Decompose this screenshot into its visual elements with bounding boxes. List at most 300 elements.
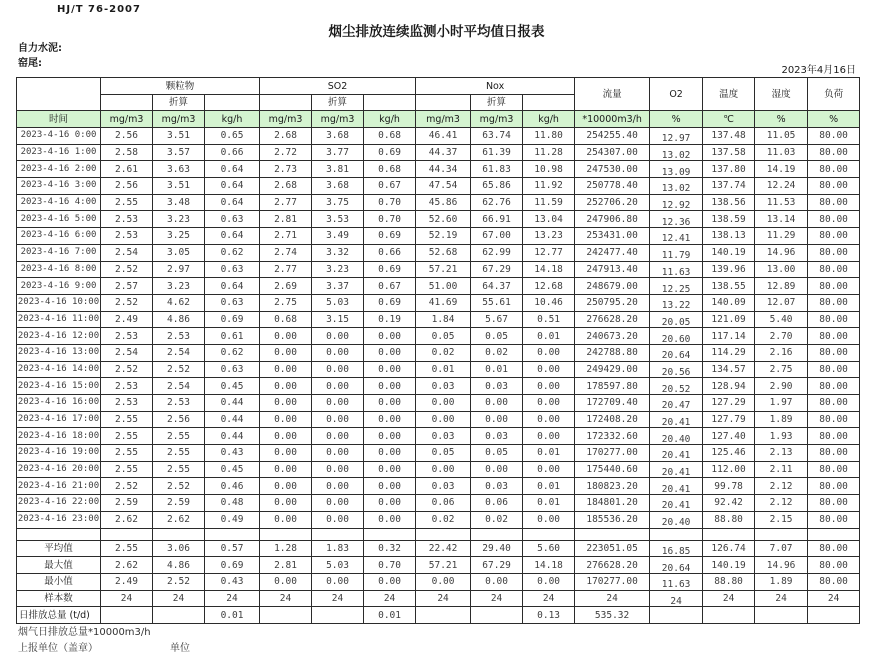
value-cell: 10.46 [523,294,575,311]
value-cell: 0.69 [364,228,416,245]
value-cell: 1.84 [416,311,471,328]
value-cell: 0.00 [312,511,364,528]
value-cell: 2.70 [755,328,808,345]
empty-cell [205,95,260,111]
value-cell: 0.00 [312,361,364,378]
value-cell: 0.00 [260,361,312,378]
value-cell: 0.00 [312,445,364,462]
value-cell: 2.15 [755,511,808,528]
value-cell: 170277.00 [575,573,650,590]
value-cell: 24 [650,590,703,607]
value-cell: 0.00 [471,411,523,428]
value-cell: 20.41 [650,461,703,478]
value-cell: 67.29 [471,557,523,574]
value-cell: 3.77 [312,144,364,161]
value-cell: 0.05 [471,328,523,345]
value-cell: 62.76 [471,194,523,211]
value-cell: 0.00 [523,344,575,361]
report-date: 2023年4月16日 [781,65,856,76]
value-cell: 0.43 [205,445,260,462]
value-cell: 0.64 [205,278,260,295]
value-cell: 0.68 [260,311,312,328]
value-cell: 3.51 [153,128,205,145]
unit-cell: mg/m3 [101,111,153,128]
value-cell: 2.56 [101,178,153,195]
row-label-cell: 样本数 [17,590,101,607]
value-cell: 0.00 [260,461,312,478]
value-cell: 13.09 [650,161,703,178]
value-cell: 0.05 [416,328,471,345]
value-cell: 0.00 [523,395,575,412]
report-table [16,77,860,624]
value-cell: 11.63 [650,573,703,590]
value-cell: 2.53 [101,378,153,395]
value-cell: 242477.40 [575,244,650,261]
value-cell: 0.01 [523,495,575,512]
value-cell: 0.01 [205,607,260,624]
value-cell: 99.78 [703,478,755,495]
table-body [17,128,860,624]
value-cell: 0.00 [260,395,312,412]
value-cell: 4.62 [153,294,205,311]
value-cell: 80.00 [808,378,860,395]
value-cell: 172332.60 [575,428,650,445]
value-cell: 0.64 [205,194,260,211]
unit-cell-o2: % [650,111,703,128]
value-cell: 13.04 [523,211,575,228]
value-cell: 11.79 [650,244,703,261]
value-cell: 29.40 [471,540,523,557]
value-cell: 0.05 [416,445,471,462]
value-cell: 11.29 [755,228,808,245]
value-cell: 137.74 [703,178,755,195]
value-cell: 20.47 [650,395,703,412]
value-cell: 11.28 [523,144,575,161]
value-cell: 3.06 [153,540,205,557]
value-cell: 80.00 [808,395,860,412]
time-cell: 2023-4-16 6:00 [17,228,101,245]
value-cell: 2.69 [260,278,312,295]
data-row [17,228,860,245]
value-cell: 80.00 [808,294,860,311]
value-cell: 3.53 [312,211,364,228]
time-cell: 2023-4-16 2:00 [17,161,101,178]
value-cell: 2.77 [260,261,312,278]
value-cell: 14.18 [523,261,575,278]
value-cell: 247906.80 [575,211,650,228]
value-cell: 5.60 [523,540,575,557]
value-cell: 0.45 [205,461,260,478]
value-cell: 0.00 [523,361,575,378]
value-cell: 0.69 [205,557,260,574]
unit-cell: mg/m3 [260,111,312,128]
value-cell: 0.61 [205,328,260,345]
value-cell: 0.68 [364,128,416,145]
value-cell: 2.53 [101,395,153,412]
value-cell: 20.56 [650,361,703,378]
value-cell: 2.62 [101,557,153,574]
value-cell: 0.01 [523,478,575,495]
value-cell: 51.00 [416,278,471,295]
value-cell: 11.05 [755,128,808,145]
value-cell: 24 [416,590,471,607]
value-cell: 2.55 [101,461,153,478]
value-cell: 47.54 [416,178,471,195]
value-cell: 80.00 [808,261,860,278]
value-cell: 0.51 [523,311,575,328]
value-cell: 80.00 [808,495,860,512]
value-cell [703,528,755,540]
value-cell: 252706.20 [575,194,650,211]
group-header-row [17,78,860,95]
time-cell: 2023-4-16 3:00 [17,178,101,195]
value-cell: 13.14 [755,211,808,228]
value-cell: 0.01 [523,328,575,345]
value-cell: 3.15 [312,311,364,328]
daily-total-row [17,607,860,624]
value-cell: 2.54 [153,344,205,361]
value-cell: 0.00 [416,395,471,412]
value-cell [416,607,471,624]
site-label: 窑尾: [18,58,42,69]
value-cell: 0.44 [205,395,260,412]
data-row [17,294,860,311]
value-cell [205,528,260,540]
data-row [17,178,860,195]
unit-cell: kg/h [364,111,416,128]
value-cell: 0.13 [523,607,575,624]
value-cell: 0.62 [205,344,260,361]
value-cell: 2.61 [101,161,153,178]
value-cell: 0.06 [471,495,523,512]
value-cell: 2.73 [260,161,312,178]
value-cell: 80.00 [808,161,860,178]
value-cell: 0.01 [523,445,575,462]
data-row [17,144,860,161]
value-cell: 0.00 [523,511,575,528]
value-cell [101,528,153,540]
data-row [17,328,860,345]
value-cell: 242788.80 [575,344,650,361]
value-cell: 175440.60 [575,461,650,478]
value-cell: 52.19 [416,228,471,245]
value-cell: 2.53 [153,395,205,412]
unit-cell: mg/m3 [312,111,364,128]
value-cell: 2.13 [755,445,808,462]
time-cell: 2023-4-16 8:00 [17,261,101,278]
value-cell: 0.00 [260,328,312,345]
value-cell: 80.00 [808,461,860,478]
value-cell: 0.00 [312,344,364,361]
value-cell: 0.19 [364,311,416,328]
value-cell: 5.67 [471,311,523,328]
value-cell: 0.65 [205,128,260,145]
value-cell: 0.00 [523,428,575,445]
value-cell: 20.64 [650,557,703,574]
value-cell: 0.32 [364,540,416,557]
value-cell [260,607,312,624]
value-cell: 24 [312,590,364,607]
standard-code: HJ/T 76-2007 [57,4,141,15]
value-cell: 180823.20 [575,478,650,495]
value-cell: 0.00 [364,478,416,495]
data-row [17,344,860,361]
value-cell: 0.44 [205,428,260,445]
value-cell: 20.52 [650,378,703,395]
value-cell: 247913.40 [575,261,650,278]
data-row [17,361,860,378]
value-cell: 3.63 [153,161,205,178]
value-cell: 80.00 [808,344,860,361]
value-cell: 0.00 [416,411,471,428]
value-cell: 0.00 [260,378,312,395]
header-time: 时间 [17,111,101,128]
value-cell: 178597.80 [575,378,650,395]
group-so2: SO2 [260,78,416,95]
value-cell: 24 [205,590,260,607]
value-cell: 1.89 [755,411,808,428]
empty-cell [364,95,416,111]
unit-cell: mg/m3 [416,111,471,128]
value-cell [101,607,153,624]
value-cell [416,528,471,540]
value-cell [523,528,575,540]
unit-cell: kg/h [205,111,260,128]
value-cell: 2.55 [101,445,153,462]
value-cell: 0.57 [205,540,260,557]
value-cell: 2.55 [153,428,205,445]
value-cell: 24 [703,590,755,607]
value-cell: 276628.20 [575,557,650,574]
value-cell: 12.07 [755,294,808,311]
value-cell: 20.41 [650,445,703,462]
value-cell: 20.41 [650,411,703,428]
value-cell: 80.00 [808,540,860,557]
value-cell: 139.96 [703,261,755,278]
value-cell: 223051.05 [575,540,650,557]
value-cell: 3.32 [312,244,364,261]
value-cell: 2.59 [153,495,205,512]
time-cell: 2023-4-16 16:00 [17,395,101,412]
value-cell: 140.09 [703,294,755,311]
empty-cell [523,95,575,111]
value-cell [575,528,650,540]
value-cell: 121.09 [703,311,755,328]
value-cell: 80.00 [808,211,860,228]
value-cell: 127.29 [703,395,755,412]
unit-cell: kg/h [523,111,575,128]
value-cell [650,528,703,540]
value-cell: 41.69 [416,294,471,311]
value-cell: 0.63 [205,294,260,311]
group-particulate: 颗粒物 [101,78,260,95]
value-cell: 80.00 [808,328,860,345]
value-cell: 80.00 [808,361,860,378]
value-cell: 0.00 [260,411,312,428]
data-row [17,411,860,428]
value-cell: 2.81 [260,211,312,228]
value-cell: 0.67 [364,278,416,295]
value-cell: 0.00 [312,411,364,428]
value-cell: 2.55 [101,540,153,557]
value-cell: 12.41 [650,228,703,245]
data-row [17,161,860,178]
value-cell: 0.45 [205,378,260,395]
value-cell: 11.63 [650,261,703,278]
value-cell: 24 [575,590,650,607]
value-cell: 172709.40 [575,395,650,412]
value-cell: 12.77 [523,244,575,261]
value-cell: 2.16 [755,344,808,361]
value-cell: 2.68 [260,128,312,145]
value-cell: 57.21 [416,557,471,574]
empty-cell [101,95,153,111]
value-cell: 80.00 [808,278,860,295]
time-cell: 2023-4-16 17:00 [17,411,101,428]
value-cell [260,528,312,540]
value-cell: 138.55 [703,278,755,295]
value-cell: 0.00 [364,344,416,361]
summary-row [17,557,860,574]
value-cell: 184801.20 [575,495,650,512]
value-cell: 2.52 [101,261,153,278]
value-cell: 61.83 [471,161,523,178]
value-cell: 0.00 [523,378,575,395]
value-cell: 0.02 [471,344,523,361]
data-row [17,311,860,328]
value-cell: 24 [471,590,523,607]
value-cell: 2.62 [101,511,153,528]
value-cell: 0.00 [523,573,575,590]
value-cell [808,607,860,624]
value-cell: 88.80 [703,511,755,528]
value-cell: 0.66 [364,244,416,261]
value-cell: 2.58 [101,144,153,161]
value-cell: 1.28 [260,540,312,557]
converted-label-so2: 折算 [312,95,364,111]
value-cell: 24 [808,590,860,607]
value-cell: 80.00 [808,557,860,574]
time-cell: 2023-4-16 13:00 [17,344,101,361]
value-cell: 0.01 [471,361,523,378]
value-cell: 250795.20 [575,294,650,311]
value-cell: 2.54 [153,378,205,395]
header-o2: O2 [650,78,703,111]
value-cell: 0.44 [205,411,260,428]
data-row [17,378,860,395]
flow-total-note: 烟气日排放总量*10000m3/h [18,627,151,638]
value-cell: 2.75 [260,294,312,311]
value-cell: 0.00 [471,395,523,412]
value-cell [703,607,755,624]
value-cell: 3.51 [153,178,205,195]
value-cell: 57.21 [416,261,471,278]
value-cell: 80.00 [808,511,860,528]
value-cell: 0.00 [416,573,471,590]
value-cell: 22.42 [416,540,471,557]
value-cell: 0.00 [471,461,523,478]
corner-cell [17,78,101,111]
value-cell: 250778.40 [575,178,650,195]
value-cell: 0.02 [471,511,523,528]
value-cell: 0.03 [416,478,471,495]
value-cell: 2.12 [755,478,808,495]
value-cell: 13.23 [523,228,575,245]
value-cell: 46.41 [416,128,471,145]
value-cell: 65.86 [471,178,523,195]
value-cell: 253431.00 [575,228,650,245]
value-cell: 2.56 [153,411,205,428]
data-row [17,495,860,512]
row-label-cell: 平均值 [17,540,101,557]
value-cell: 0.70 [364,194,416,211]
value-cell: 2.52 [101,478,153,495]
value-cell: 2.55 [101,411,153,428]
value-cell: 2.54 [101,344,153,361]
value-cell: 140.19 [703,244,755,261]
value-cell: 2.56 [101,128,153,145]
value-cell: 0.00 [364,378,416,395]
header-flow: 流量 [575,78,650,111]
value-cell: 12.36 [650,211,703,228]
value-cell: 0.48 [205,495,260,512]
value-cell: 7.07 [755,540,808,557]
value-cell: 80.00 [808,144,860,161]
value-cell: 117.14 [703,328,755,345]
data-row [17,395,860,412]
value-cell: 247530.00 [575,161,650,178]
value-cell: 0.03 [471,378,523,395]
value-cell: 128.94 [703,378,755,395]
value-cell: 0.01 [416,361,471,378]
value-cell: 0.00 [312,461,364,478]
value-cell: 0.69 [364,144,416,161]
unit-cell-load: % [808,111,860,128]
value-cell: 62.99 [471,244,523,261]
value-cell: 13.22 [650,294,703,311]
value-cell: 80.00 [808,244,860,261]
value-cell: 20.64 [650,344,703,361]
value-cell: 14.96 [755,557,808,574]
value-cell: 61.39 [471,144,523,161]
value-cell: 0.03 [416,428,471,445]
value-cell: 0.64 [205,228,260,245]
value-cell: 2.12 [755,495,808,512]
value-cell: 0.70 [364,211,416,228]
value-cell [312,607,364,624]
value-cell: 3.23 [153,211,205,228]
value-cell: 45.86 [416,194,471,211]
value-cell: 0.00 [523,461,575,478]
data-row [17,428,860,445]
value-cell: 0.00 [364,461,416,478]
value-cell: 55.61 [471,294,523,311]
value-cell [755,607,808,624]
value-cell: 3.25 [153,228,205,245]
value-cell [153,607,205,624]
value-cell: 2.53 [101,228,153,245]
value-cell: 80.00 [808,478,860,495]
value-cell: 0.00 [471,573,523,590]
unit-cell: mg/m3 [471,111,523,128]
value-cell: 80.00 [808,573,860,590]
value-cell: 5.03 [312,557,364,574]
value-cell: 0.00 [260,428,312,445]
value-cell: 52.68 [416,244,471,261]
value-cell: 14.18 [523,557,575,574]
value-cell: 535.32 [575,607,650,624]
time-cell: 2023-4-16 21:00 [17,478,101,495]
